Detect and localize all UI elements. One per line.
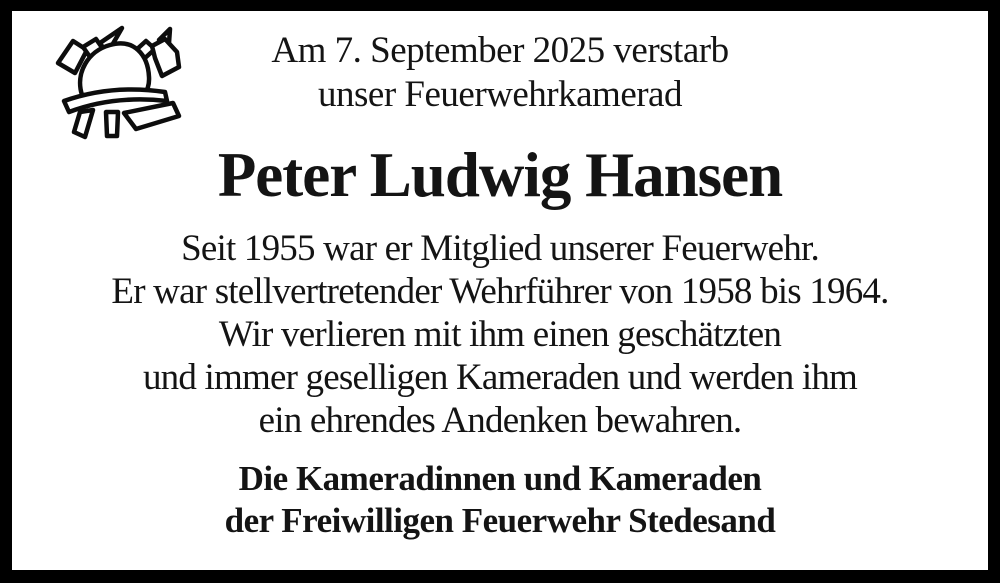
body-line-3: Wir verlieren mit ihm einen geschätzten [218,314,782,355]
body-text [12,227,988,442]
deceased-name: Peter Ludwig Hansen [217,140,783,210]
body-line-5: ein ehrendes Andenken bewahren. [258,400,742,441]
body-line-4: und immer geselligen Kameraden und werden ihm [142,357,858,398]
body-line-2: Er war stellvertretender Wehrführer von 1958 bis 1964. [111,271,889,312]
signature-line-1: Die Kameradinnen und Kameraden [238,459,762,498]
signature-text [12,458,988,542]
death-notice-card [12,11,988,570]
body-line-1: Seit 1955 war er Mitglied unserer Feuerwehr. [181,228,819,269]
fire-helmet-crossed-axes-icon [52,19,184,141]
signature-line-2: der Freiwilligen Feuerwehr Stedesand [224,501,776,540]
intro-line-2: unser Feuerwehrkamerad [318,74,682,115]
intro-line-1: Am 7. September 2025 verstarb [271,30,729,71]
